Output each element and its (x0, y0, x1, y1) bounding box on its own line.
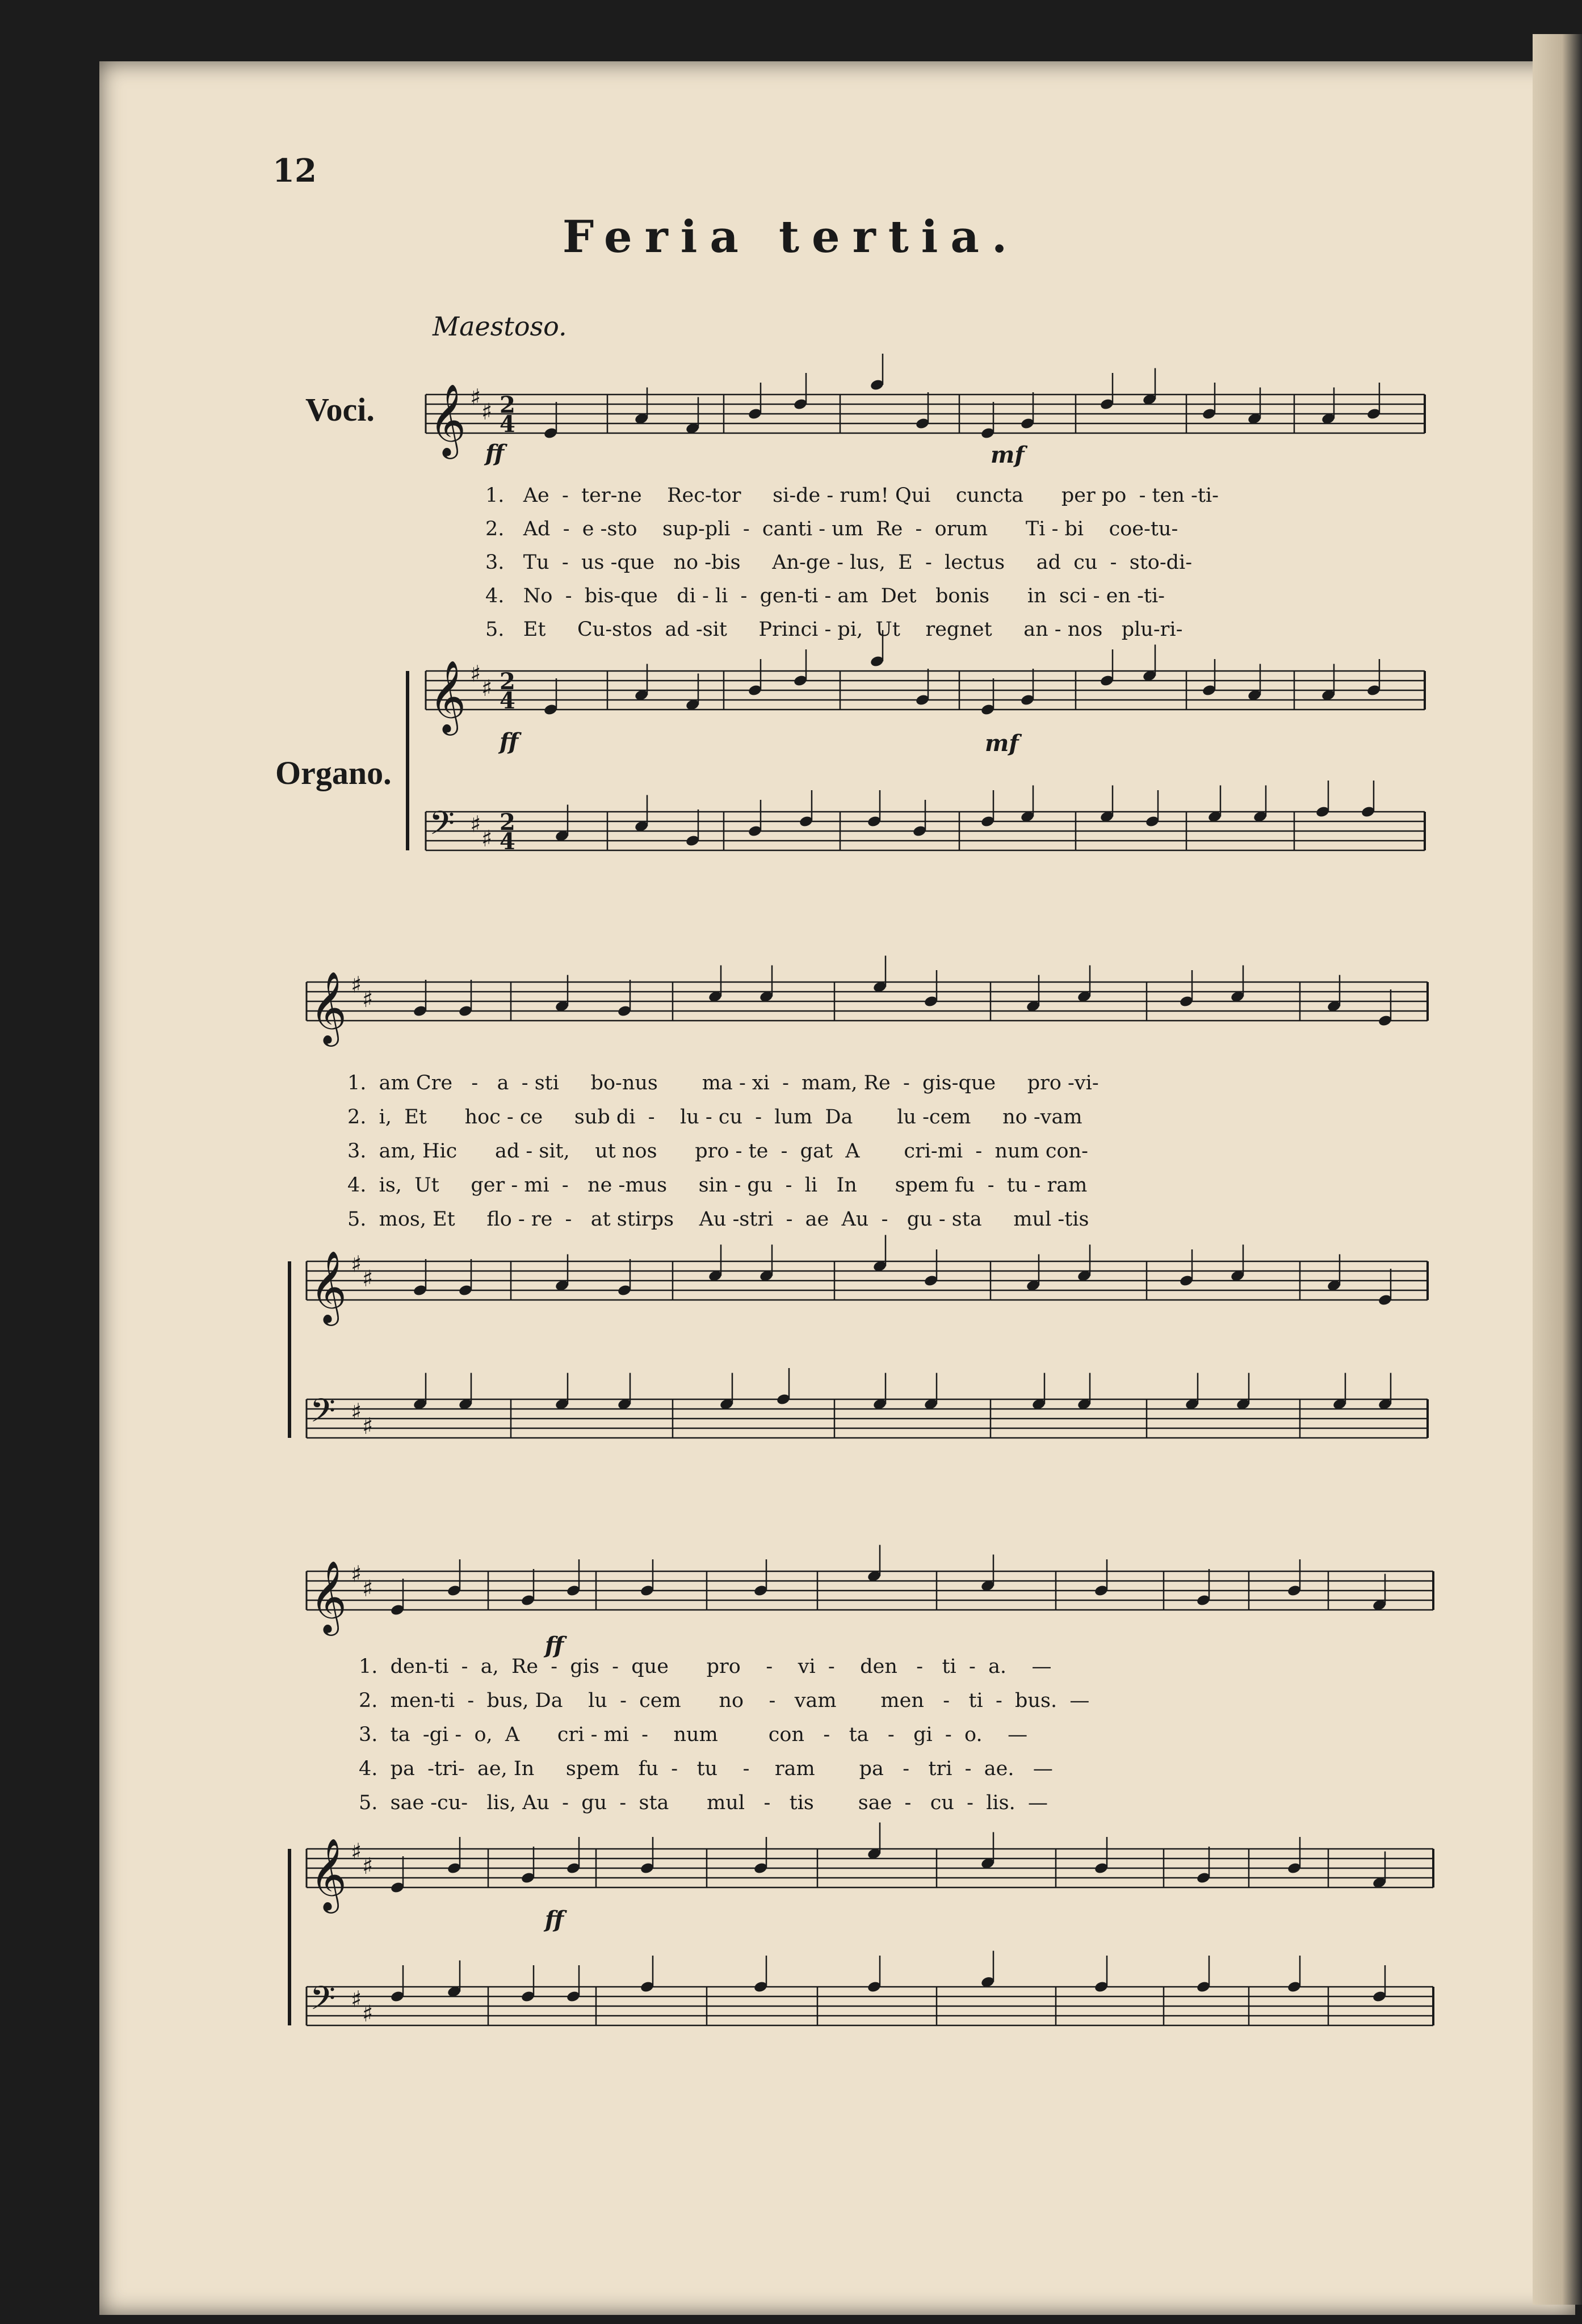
lyric-line-s3-v2: 2. men-ti - bus, Da lu - cem no - vam men - ti - bus. — (359, 1689, 1090, 1712)
organ-bass-staff-2-bass-clef-icon: 𝄢 (310, 1391, 336, 1438)
organ-treble-staff-3-treble-clef-icon: 𝄞 (310, 1838, 347, 1910)
lyric-line-s2-v2: 2. i, Et hoc - ce sub di - lu - cu - lum Da lu -cem no -vam (347, 1106, 1082, 1129)
organ-bass-staff-sharp-icon: ♯ (481, 826, 493, 852)
piece-title: Feria tertia. (562, 211, 1020, 263)
lyric-line-s2-v3: 3. am, Hic ad - sit, ut nos pro - te - gat A cri-mi - num con- (347, 1140, 1088, 1163)
voices-label: Voci. (305, 391, 375, 428)
dynamic-ff: ff (500, 728, 519, 755)
organ-bass-staff-time-sig-bottom: 4 (500, 828, 515, 855)
organ-treble-staff-time-sig-bottom: 4 (500, 687, 515, 714)
voices-staff-3-sharp-icon: ♯ (362, 1576, 374, 1602)
organ-bass-staff-2-sharp-icon: ♯ (351, 1399, 362, 1425)
lyric-line-s1-v5: 5. Et Cu-stos ad -sit Princi - pi, Ut regnet an - nos plu-ri- (485, 618, 1183, 641)
organ-treble-staff-sharp-icon: ♯ (470, 661, 481, 687)
page-number: 12 (272, 152, 317, 190)
lyric-line-s2-v5: 5. mos, Et flo - re - at stirps Au -stri - ae Au - gu - sta mul -tis (347, 1208, 1089, 1231)
organ-bass-staff-bass-clef-icon: 𝄢 (429, 804, 455, 850)
organ-treble-staff-time-sig-top: 2 (500, 668, 515, 695)
dynamic-mf: mf (985, 730, 1019, 757)
voices-staff-time-sig-top: 2 (500, 392, 515, 418)
voices-staff-2-sharp-icon: ♯ (351, 972, 362, 999)
organ-treble-staff-2-sharp-icon: ♯ (351, 1251, 362, 1278)
organ-bass-staff-3-sharp-icon: ♯ (351, 1986, 362, 2013)
lyric-line-s1-v2: 2. Ad - e -sto sup-pli - canti - um Re - orum Ti - bi coe-tu- (485, 518, 1178, 540)
voices-staff-time-sig-bottom: 4 (500, 411, 515, 438)
lyric-line-s3-v3: 3. ta -gi - o, A cri - mi - num con - ta - gi - o. — (359, 1723, 1028, 1746)
voices-staff-sharp-icon: ♯ (481, 399, 493, 425)
organ-treble-staff-2-sharp-icon: ♯ (362, 1266, 374, 1292)
organ-bass-staff-3-sharp-icon: ♯ (362, 2001, 374, 2027)
lyric-line-s3-v4: 4. pa -tri- ae, In spem fu - tu - ram pa - tri - ae. — (359, 1757, 1053, 1780)
organ-treble-staff-3-sharp-icon: ♯ (351, 1839, 362, 1865)
voices-staff-sharp-icon: ♯ (470, 384, 481, 411)
organ-bass-staff-sharp-icon: ♯ (470, 811, 481, 838)
dynamic-ff: ff (545, 1906, 564, 1933)
voices-staff-treble-clef-icon: 𝄞 (429, 383, 467, 456)
lyric-line-s2-v4: 4. is, Ut ger - mi - ne -mus sin - gu - li In spem fu - tu - ram (347, 1174, 1088, 1197)
lyric-line-s3-v5: 5. sae -cu- lis, Au - gu - sta mul - tis sae - cu - lis. — (359, 1792, 1048, 1814)
dynamic-mf: mf (991, 442, 1025, 468)
voices-staff-3-sharp-icon: ♯ (351, 1561, 362, 1588)
organ-treble-staff-sharp-icon: ♯ (481, 676, 493, 702)
lyric-line-s1-v4: 4. No - bis-que di - li - gen-ti - am Det bonis in sci - en -ti- (485, 585, 1165, 607)
dynamic-ff: ff (485, 440, 505, 467)
organ-label: Organo. (275, 754, 392, 791)
organ-bass-staff-2-sharp-icon: ♯ (362, 1413, 374, 1440)
lyric-line-s1-v3: 3. Tu - us -que no -bis An-ge - lus, E - lectus ad cu - sto-di- (485, 551, 1193, 574)
tempo-marking: Maestoso. (433, 311, 567, 342)
dynamic-ff: ff (545, 1632, 564, 1659)
voices-staff-2-sharp-icon: ♯ (362, 987, 374, 1013)
organ-treble-staff-3-sharp-icon: ♯ (362, 1853, 374, 1880)
voices-staff-3-treble-clef-icon: 𝄞 (310, 1560, 347, 1633)
organ-treble-staff-2-treble-clef-icon: 𝄞 (310, 1250, 347, 1323)
lyric-line-s2-v1: 1. am Cre - a - sti bo-nus ma - xi - mam, Re - gis-que pro -vi- (347, 1072, 1099, 1094)
organ-treble-staff-treble-clef-icon: 𝄞 (429, 660, 467, 732)
lyric-line-s3-v1: 1. den-ti - a, Re - gis - que pro - vi - den - ti - a. — (359, 1655, 1052, 1678)
voices-staff-2-treble-clef-icon: 𝄞 (310, 971, 347, 1043)
organ-bass-staff-time-sig-top: 2 (500, 809, 515, 836)
lyric-line-s1-v1: 1. Ae - ter-ne Rec-tor si-de - rum! Qui cuncta per po - ten -ti- (485, 484, 1219, 507)
organ-bass-staff-3-bass-clef-icon: 𝄢 (310, 1979, 336, 2025)
